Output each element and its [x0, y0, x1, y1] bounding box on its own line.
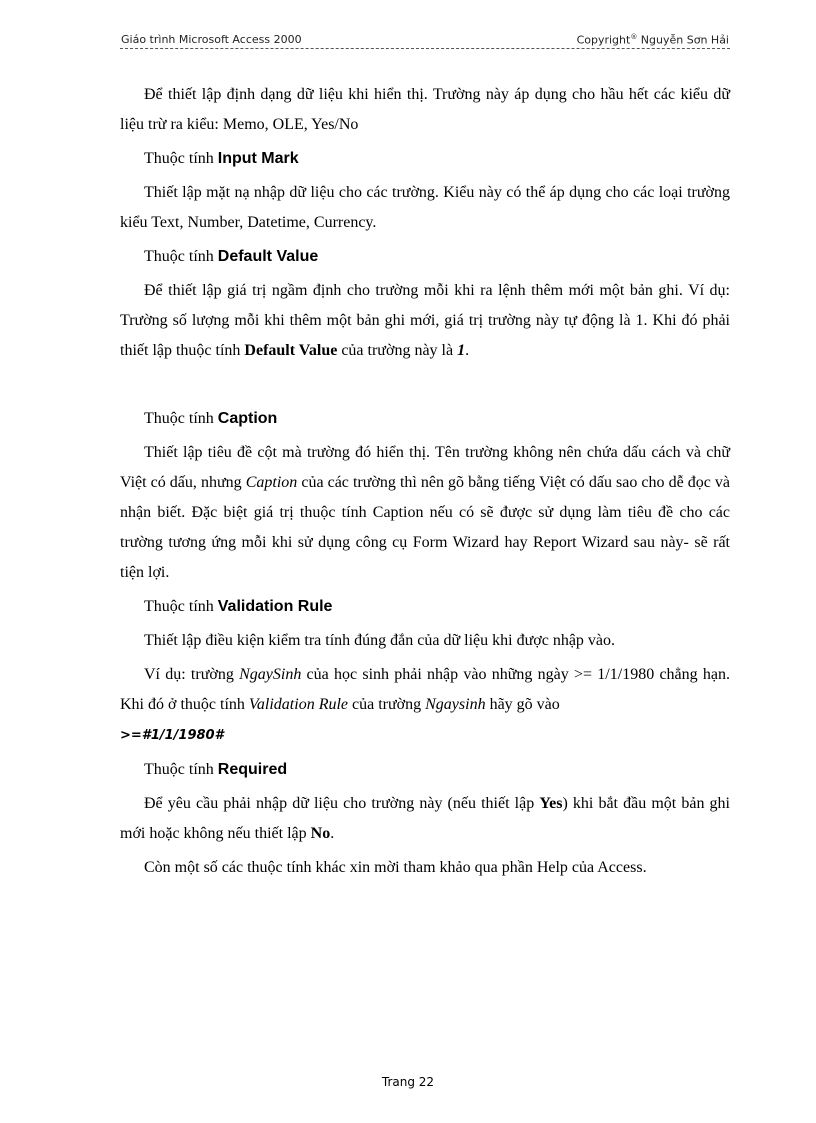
text-run: hãy gõ vào	[485, 696, 560, 713]
heading-name: Input Mark	[217, 150, 299, 167]
text-run: Để yêu cầu phải nhập dữ liệu cho trường này (nếu thiết lập	[144, 795, 540, 812]
paragraph-format: Để thiết lập định dạng dữ liệu khi hiển thị. Trường này áp dụng cho hầu hết các kiểu dữ liệu trừ ra kiểu: Memo, OLE, Yes/No	[120, 86, 730, 133]
heading-default-value	[120, 242, 730, 272]
document-body	[120, 80, 730, 887]
heading-name: Required	[217, 761, 288, 778]
spacer	[120, 370, 730, 404]
page-number: Trang 22	[381, 1075, 435, 1089]
header-copyright	[577, 33, 729, 47]
header-rule	[120, 48, 730, 49]
text-run: của trường này là	[337, 342, 458, 359]
italic-term: NgaySinh	[239, 666, 302, 683]
text-run: Thiết lập tiêu đề cột mà trường đó hiển thị. Tên trường không nên chứa dấu cách và chữ Việt có dấu, nhưng	[120, 444, 730, 491]
heading-name: Caption	[217, 410, 278, 427]
header-title: Giáo trình Microsoft Access 2000	[121, 33, 302, 46]
registered-mark: ®	[630, 33, 638, 41]
bold-term: No	[310, 825, 331, 842]
text-run: ) khi bắt đầu một bản ghi mới hoặc không nếu thiết lập	[120, 795, 731, 842]
paragraph-validation-2	[120, 660, 730, 751]
text-run: của trường	[348, 696, 426, 713]
text-run: Để thiết lập giá trị ngầm định cho trường mỗi khi ra lệnh thêm mới một bản ghi. Ví dụ: Trường số lượng mỗi khi thêm một bản ghi mới, giá trị trường này tự động là 1. Khi đó phải thiết lập thuộc tính	[120, 282, 730, 359]
heading-caption	[120, 404, 730, 434]
paragraph-default-value	[120, 276, 730, 366]
heading-prefix: Thuộc tính	[144, 150, 218, 167]
paragraph-final: Còn một số các thuộc tính khác xin mời tham khảo qua phần Help của Access.	[144, 859, 647, 876]
text-run: .	[465, 342, 470, 359]
italic-term: Caption	[245, 474, 298, 491]
heading-prefix: Thuộc tính	[144, 248, 218, 265]
heading-prefix: Thuộc tính	[144, 410, 218, 427]
text-run: của học sinh phải nhập vào những ngày >= 1/1/1980 chẳng hạn. Khi đó ở thuộc tính	[120, 666, 730, 713]
page-header	[120, 33, 730, 49]
heading-prefix: Thuộc tính	[144, 761, 218, 778]
header-author: Nguyễn Sơn Hải	[637, 33, 729, 47]
italic-term: Ngaysinh	[425, 696, 486, 713]
paragraph-validation-1: Thiết lập điều kiện kiểm tra tính đúng đắn của dữ liệu khi được nhập vào.	[144, 632, 616, 649]
bold-term: Default Value	[244, 342, 338, 359]
heading-name: Validation Rule	[217, 598, 333, 615]
code-expression: >=#1/1/1980#	[120, 728, 224, 743]
bold-term: Yes	[539, 795, 563, 812]
text-run: của các trường thì nên gõ bằng tiếng Việt có dấu sao cho dễ đọc và nhận biết. Đặc biệt giá trị thuộc tính Caption nếu có sẽ được sử dụng làm tiêu đề cho các trường tương ứng mỗi khi sử dụng công cụ Form Wizard hay Report Wizard sau này- sẽ rất tiện lợi.	[120, 474, 731, 581]
heading-required	[120, 755, 730, 785]
heading-validation-rule	[120, 592, 730, 622]
bold-italic-value: 1	[457, 342, 466, 359]
paragraph-input-mark: Thiết lập mặt nạ nhập dữ liệu cho các trường. Kiểu này có thể áp dụng cho các loại trường kiểu Text, Number, Datetime, Currency.	[120, 184, 730, 231]
copyright-label: Copyright	[576, 33, 631, 47]
text-run: Ví dụ: trường	[144, 666, 240, 683]
text-run: .	[330, 825, 335, 842]
heading-input-mark	[120, 144, 730, 174]
heading-prefix: Thuộc tính	[144, 598, 218, 615]
paragraph-required	[120, 789, 730, 849]
paragraph-caption	[120, 438, 730, 588]
italic-term: Validation Rule	[248, 696, 349, 713]
heading-name: Default Value	[217, 248, 319, 265]
